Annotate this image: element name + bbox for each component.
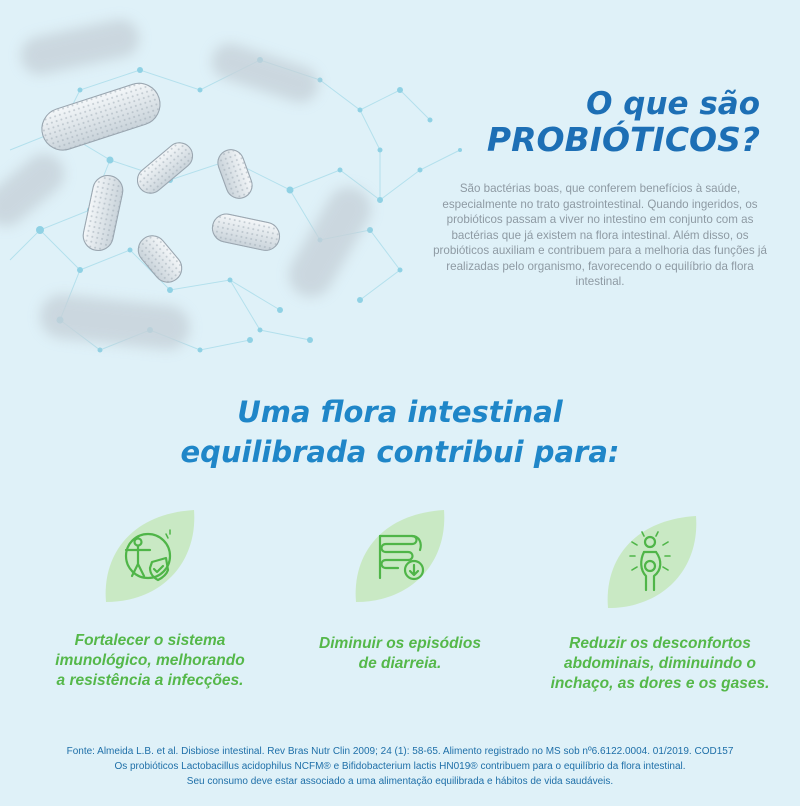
benefit-diarrhea-text — [280, 634, 520, 674]
benefit-immune-line-1: Fortalecer o sistema — [74, 632, 226, 649]
footer-advice-line: Seu consumo deve estar associado a uma alimentação equilibrada e hábitos de vida saudáveis. — [186, 776, 614, 787]
footer-disclaimer — [20, 744, 780, 789]
headline-line-2: equilibrada contribui para: — [180, 435, 620, 469]
benefit-bloating-line-2: abdominais, diminuindo o — [563, 655, 757, 672]
footer-probiotics-line: Os probióticos Lactobacillus acidophilus NCFM® e Bifidobacterium lactis HN019® contribuem para o equilíbrio da flora intestinal. — [114, 761, 686, 772]
leaf-badge-intestine — [350, 506, 450, 606]
title-line-2: PROBIÓTICOS? — [486, 120, 760, 159]
leaf-badge-bloating — [602, 512, 702, 612]
page-title — [420, 86, 760, 158]
footer-source-line: Fonte: Almeida L.B. et al. Disbiose intestinal. Rev Bras Nutr Clin 2009; 24 (1): 58-65. Alimento registrado no MS sob nº6.6122.0004. 01/2019. COD157 — [66, 746, 734, 757]
headline-line-1: Uma flora intestinal — [237, 395, 563, 429]
benefit-diarrhea-line-1: Diminuir os episódios — [319, 635, 481, 652]
benefit-bloating-line-3: inchaço, as dores e os gases. — [550, 675, 770, 692]
benefit-immune-line-2: imunológico, melhorando — [55, 652, 245, 669]
probiotics-description: São bactérias boas, que conferem benefícios à saúde, especialmente no trato gastrointestinal. Quando ingeridos, os probióticos passam a viver no intestino em conjunto com as bactérias que já existem na flora intestinal. Além disso, os probióticos auxiliam e contribuem para a melhoria das funções já realizadas pelo organismo, favorecendo o equilíbrio da flora intestinal. — [433, 182, 767, 288]
section-headline — [140, 392, 660, 472]
leaf-badge-immune — [100, 506, 200, 606]
benefit-immune-line-3: a resistência a infecções. — [56, 672, 244, 689]
title-line-1: O que são — [586, 86, 760, 122]
benefit-bloating-text — [530, 634, 790, 694]
benefit-immune-text — [20, 631, 280, 691]
benefit-bloating-line-1: Reduzir os desconfortos — [569, 635, 751, 652]
benefit-diarrhea-line-2: de diarreia. — [358, 655, 442, 672]
